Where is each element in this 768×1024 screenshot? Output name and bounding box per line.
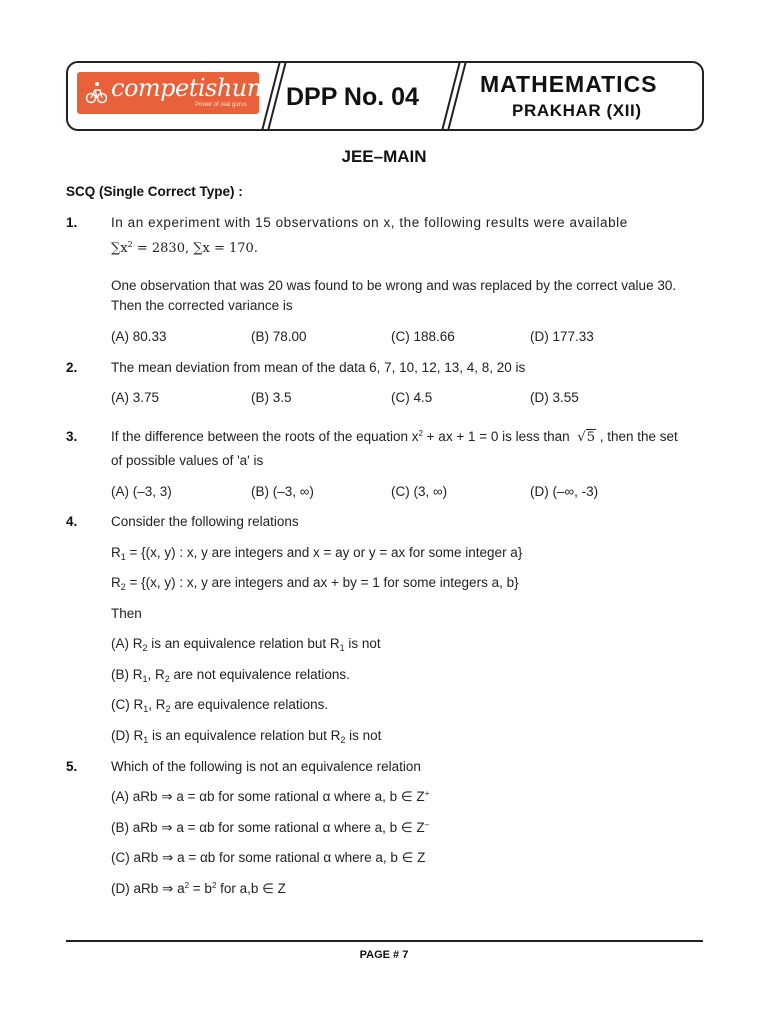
- batch-name: PRAKHAR (XII): [512, 101, 642, 120]
- option-c[interactable]: (C) 188.66: [391, 329, 455, 344]
- option-a[interactable]: (A) aRb ⇒ a = αb for some rational α where a, b ∈ Z+: [111, 789, 430, 804]
- option-c[interactable]: (C) (3, ∞): [391, 484, 448, 499]
- option-b[interactable]: (B) (–3, ∞): [251, 484, 314, 499]
- option-a[interactable]: (A) 3.75: [111, 390, 160, 405]
- question-text: of possible values of 'a' is: [111, 453, 264, 468]
- section-title: SCQ (Single Correct Type) :: [66, 184, 243, 199]
- question-text: Consider the following relations: [111, 514, 299, 529]
- option-b[interactable]: (B) 3.5: [251, 390, 292, 405]
- option-c[interactable]: (C) $R_1$, $R_2$ are equivalence relations.: [111, 697, 329, 714]
- option-b[interactable]: (B) 78.00: [251, 329, 307, 344]
- relation-r2: $R_2 = \{(x$, y) : x, y are integers and ax + by = 1 for some integers a, b}: [111, 575, 519, 592]
- question-number: 5.: [66, 759, 78, 774]
- question-text: One observation that was 20 was found to be wrong and was replaced by the correct value 30.: [111, 278, 677, 293]
- relation-r1: $R_1 = \{(x$, y) : x, y are integers and x = ay or y = ax for some integer a}: [111, 545, 523, 562]
- logo-tagline: Power of real gurus: [195, 102, 248, 108]
- subject-title: MATHEMATICS: [480, 71, 658, 97]
- question-text: Then: [111, 606, 142, 621]
- page-number: PAGE # 7: [359, 949, 409, 961]
- question-text: If the difference between the roots of the equation $x^2$ + ax + 1 = 0 is less than √5 , then the set: [111, 429, 678, 445]
- option-d[interactable]: (D) (–∞, -3): [530, 484, 599, 499]
- footer-divider: [66, 940, 703, 942]
- question-formula: $\sum x^2 = 2830$, ∑x = 170.: [111, 240, 258, 256]
- option-a[interactable]: (A) $R_2$ is an equivalence relation but $R_1$ is not: [111, 636, 381, 653]
- option-c[interactable]: (C) 4.5: [391, 390, 433, 405]
- dpp-number: DPP No. 04: [286, 83, 419, 111]
- logo-text: competishun: [111, 74, 262, 102]
- option-a[interactable]: (A) 80.33: [111, 329, 167, 344]
- question-number: 4.: [66, 514, 78, 529]
- option-a[interactable]: (A) (–3, 3): [111, 484, 172, 499]
- question-text: Which of the following is not an equivalence relation: [111, 759, 421, 774]
- page-header: [66, 61, 704, 131]
- option-d[interactable]: (D) 177.33: [530, 329, 594, 344]
- question-text: Then the corrected variance is: [111, 298, 293, 313]
- question-text: The mean deviation from mean of the data 6, 7, 10, 12, 13, 4, 8, 20 is: [111, 360, 526, 375]
- exam-title: JEE–MAIN: [341, 147, 427, 166]
- option-d[interactable]: (D) 3.55: [530, 390, 579, 405]
- option-d[interactable]: (D) $R_1$ is an equivalence relation but $R_2$ is not: [111, 728, 382, 745]
- option-b[interactable]: (B) aRb ⇒ a = αb for some rational α where a, b ∈ Z–: [111, 820, 430, 835]
- option-d[interactable]: (D) aRb ⇒ $a^2 = b^2$ for a,b ∈ Z: [111, 881, 286, 896]
- option-b[interactable]: (B) $R_1$, $R_2$ are not equivalence relations.: [111, 667, 350, 684]
- question-number: 3.: [66, 429, 78, 444]
- question-text: In an experiment with 15 observations on x, the following results were available: [111, 215, 628, 230]
- question-number: 2.: [66, 360, 78, 375]
- option-c[interactable]: (C) aRb ⇒ a = αb for some rational α where a, b ∈ Z: [111, 850, 426, 865]
- sqrt-symbol: √5: [577, 430, 595, 445]
- question-number: 1.: [66, 215, 78, 230]
